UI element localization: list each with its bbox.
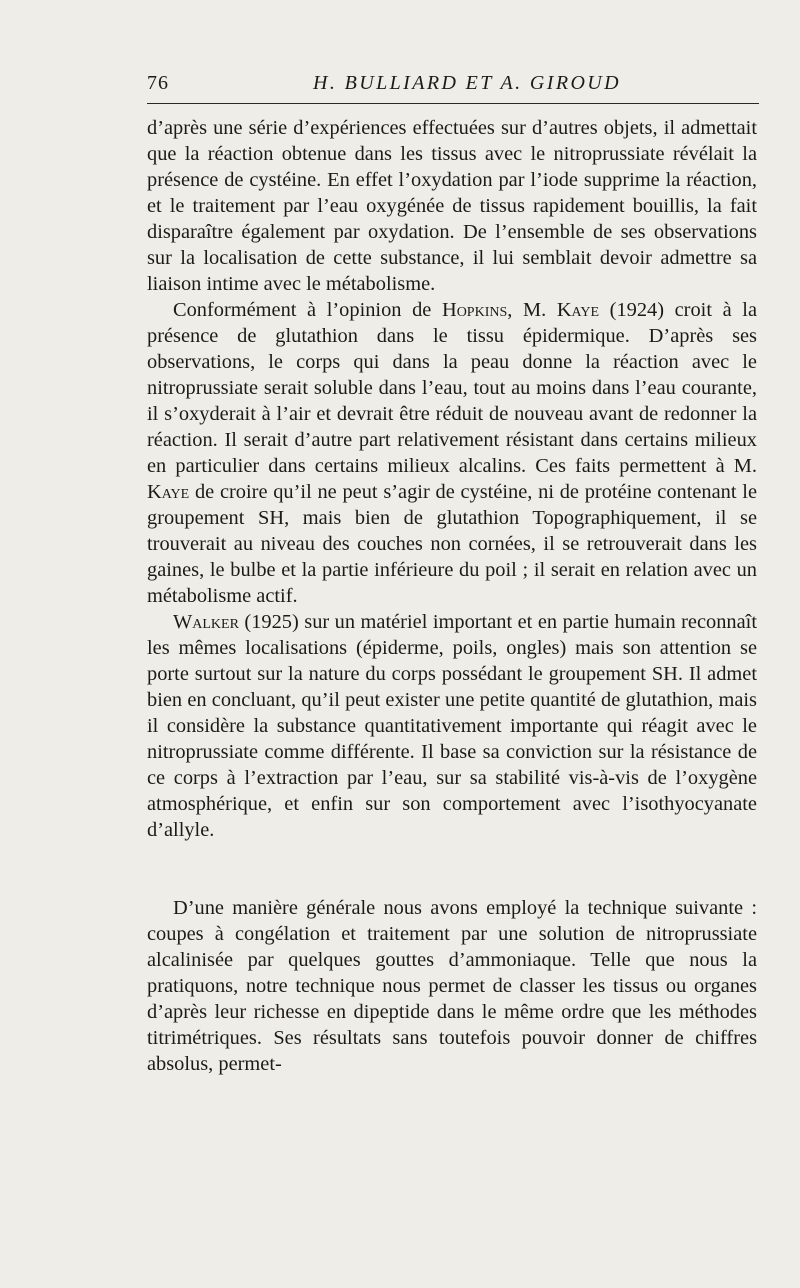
p2-text-b: , M. <box>507 299 557 321</box>
header-rule <box>147 103 759 104</box>
body-text <box>147 115 757 1077</box>
p2-text-c: (1924) croit à la présence de glutathion dans le tissu épidermique. D’après ses observations, le corps qui dans la peau donne la réaction avec le nitroprussiate serait soluble dans l’eau, tout au moins dans l’eau courante, il s’oxyderait à l’air et devrait être réduit de nouveau avant de redonner la réaction. Il serait d’autre part relativement résistant dans certains milieux en particulier dans certains milieux alcalins. Ces faits permettent à M. <box>147 299 757 477</box>
author-kaye-2: Kaye <box>147 481 190 503</box>
page-number: 76 <box>147 72 169 94</box>
paragraph-3 <box>147 609 757 843</box>
author-hopkins: Hopkins <box>441 299 508 321</box>
page-header <box>147 72 757 102</box>
p3-text: (1925) sur un matériel important et en partie humain reconnaît les mêmes localisations (épiderme, poils, ongles) mais son attention se porte surtout sur la nature du corps possédant le groupement SH. Il admet bien en concluant, qu’il peut exister une petite quantité de glutathion, mais il considère la substance quantitativement importante qui réagit avec le nitroprussiate comme différente. Il base sa conviction sur la résistance de ce corps à l’extraction par l’eau, sur sa stabilité vis-à-vis de l’oxygène atmosphérique, et enfin sur son comportement avec l’isothyocyanate d’allyle. <box>147 611 757 841</box>
paragraph-4: D’une manière générale nous avons employé la technique suivante : coupes à congélation et traitement par une solution de nitroprussiate alcalinisée par quelques gouttes d’ammoniaque. Telle que nous la pratiquons, notre technique nous permet de classer les tissus ou organes d’après leur richesse en dipeptide dans le même ordre que les méthodes titrimétriques. Ses résultats sans toutefois pouvoir donner de chiffres absolus, permet- <box>147 897 757 1075</box>
author-kaye: Kaye <box>556 299 600 321</box>
author-walker: Walker <box>173 611 239 633</box>
p2-text-d: de croire qu’il ne peut s’agir de cystéine, ni de protéine contenant le groupement SH, mais bien de glutathion Topographiquement, il se trouverait au niveau des couches non cornées, il se retrouverait dans les gaines, le bulbe et la partie inférieure du poil ; il serait en relation avec un métabolisme actif. <box>147 481 757 607</box>
paragraph-1: d’après une série d’expériences effectuées sur d’autres objets, il admettait que la réaction obtenue dans les tissus avec le nitroprussiate révélait la présence de cystéine. En effet l’oxydation par l’iode supprime la réaction, et le traitement par l’eau oxygénée de tissus rapidement bouillis, la fait disparaître également par oxydation. De l’ensemble de ses observations sur la localisation de cette substance, il lui semblait devoir admettre sa liaison intime avec le métabolisme. <box>147 117 757 295</box>
running-title: H. BULLIARD ET A. GIROUD <box>313 72 621 94</box>
paragraph-2 <box>147 297 757 609</box>
p2-text-a: Conformément à l’opinion de <box>173 299 442 321</box>
